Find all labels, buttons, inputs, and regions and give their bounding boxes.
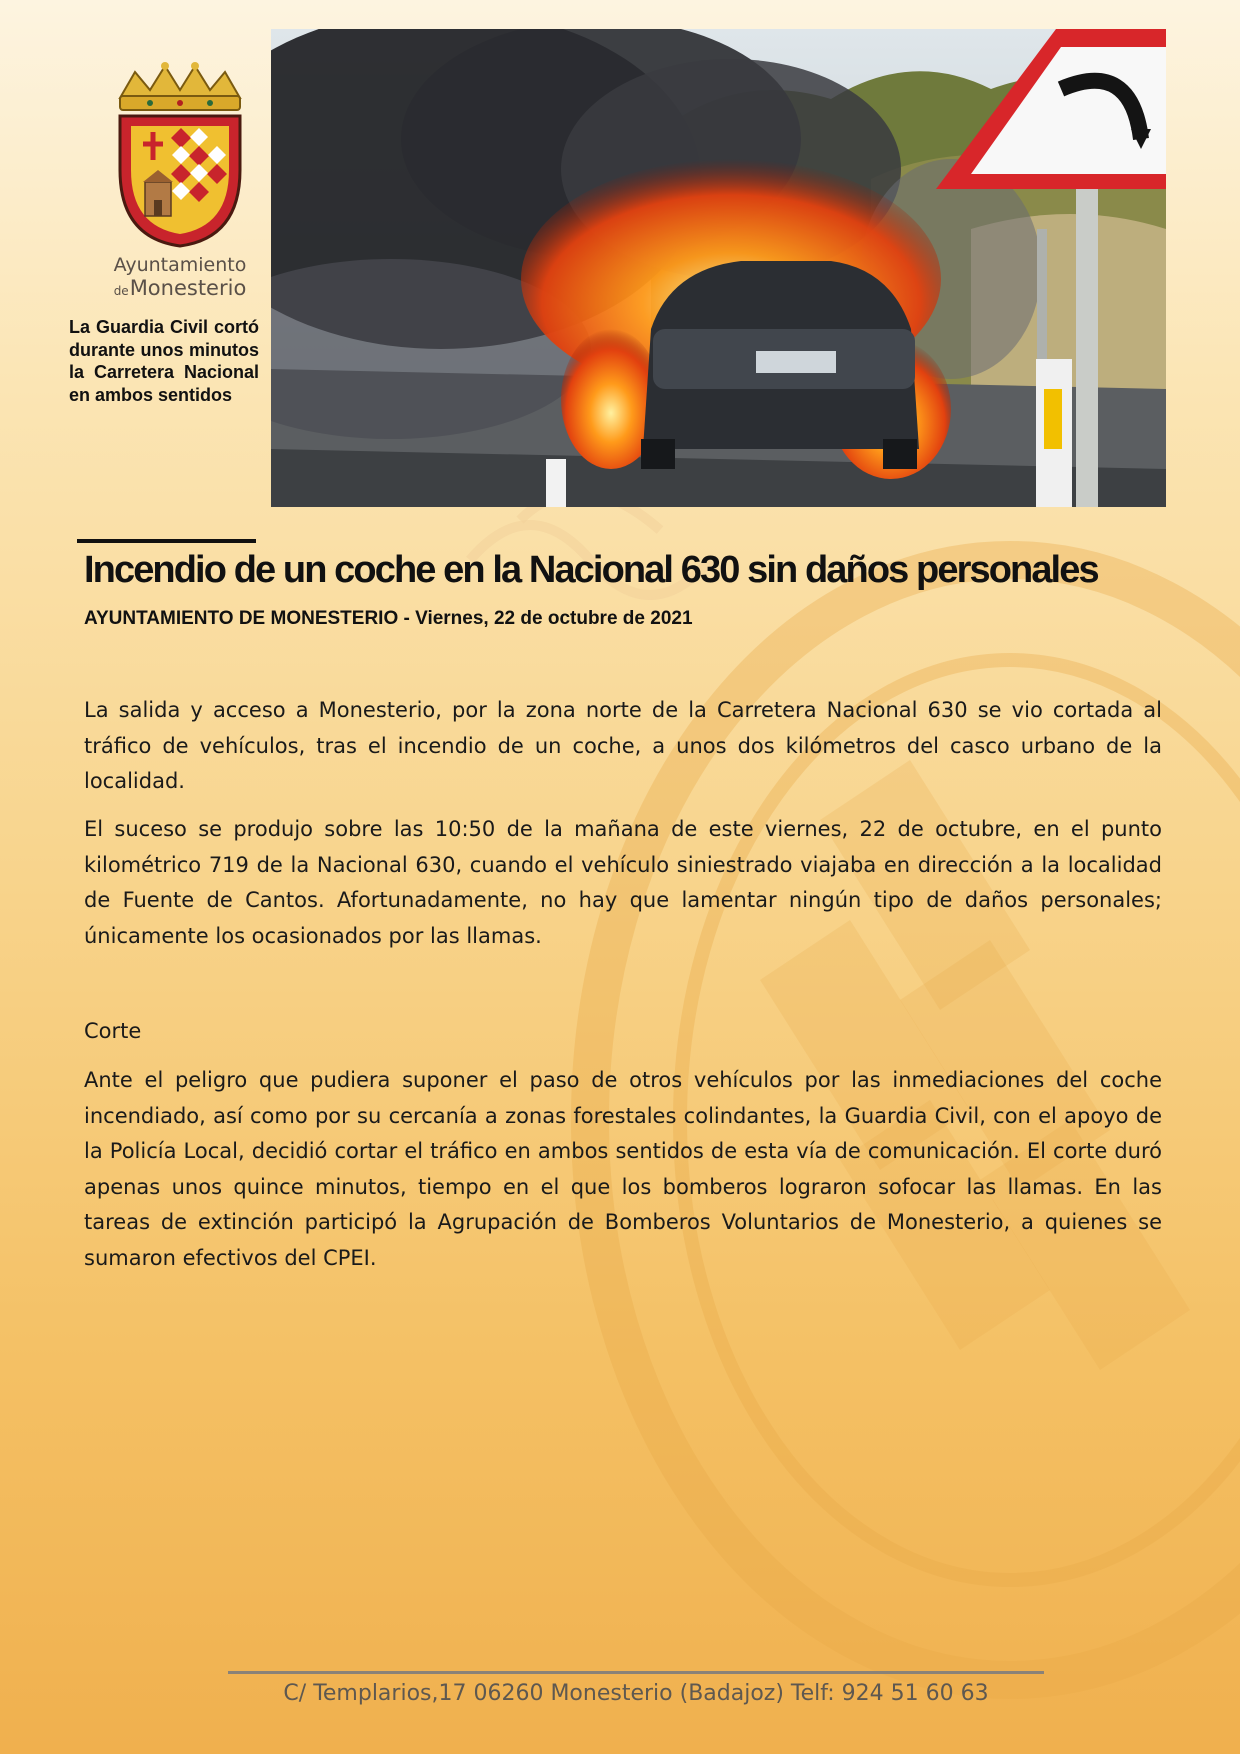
footer-address: C/ Templarios,17 06260 Monesterio (Badajoz) Telf: 924 51 60 63	[283, 1681, 989, 1706]
curve-warning-sign-icon	[1165, 29, 1166, 30]
car-fire-photo	[271, 29, 1166, 507]
footer-rule	[228, 1671, 1044, 1674]
logo-text-ayuntamiento: Ayuntamiento	[113, 254, 247, 276]
municipality-logo	[95, 60, 265, 310]
coat-of-arms-icon	[95, 60, 265, 250]
article-subheading: Corte	[84, 1019, 142, 1043]
logo-text-monesterio	[95, 276, 265, 300]
logo-text-de: de	[113, 284, 129, 298]
article-paragraph-1: La salida y acceso a Monesterio, por la zona norte de la Carretera Nacional 630 se vio cortada al tráfico de vehículos, tras el incendio de un coche, a unos dos kilómetros del casco urbano de la localidad.	[84, 698, 1162, 793]
article-headline: Incendio de un coche en la Nacional 630 sin daños personales	[84, 549, 1098, 591]
photo-illustration	[271, 29, 1166, 507]
headline-rule	[77, 539, 256, 543]
article-paragraph-2: El suceso se produjo sobre las 10:50 de la mañana de este viernes, 22 de octubre, en el punto kilométrico 719 de la Nacional 630, cuando el vehículo siniestrado viajaba en dirección a la localidad de Fuente de Cantos. Afortunadamente, no hay que lamentar ningún tipo de daños personales; únicamente los ocasionados por las llamas.	[84, 817, 1162, 948]
article-paragraph-3: Ante el peligro que pudiera suponer el paso de otros vehículos por las inmediaciones del coche incendiado, así como por su cercanía a zonas forestales colindantes, la Guardia Civil, con el apoyo de la Policía Local, decidió cortar el tráfico en ambos sentidos de esta vía de comunicación. El corte duró apenas unos quince minutos, tiempo en el que los bomberos lograron sofocar las llamas. En las tareas de extinción participó la Agrupación de Bomberos Voluntarios de Monesterio, a quienes se sumaron efectivos del CPEI.	[84, 1068, 1162, 1270]
article-byline: AYUNTAMIENTO DE MONESTERIO - Viernes, 22 de octubre de 2021	[84, 608, 693, 629]
sidebar-caption: La Guardia Civil cortó durante unos minutos la Carretera Nacional en ambos sentidos	[69, 317, 259, 405]
logo-text-town: Monesterio	[129, 276, 247, 300]
